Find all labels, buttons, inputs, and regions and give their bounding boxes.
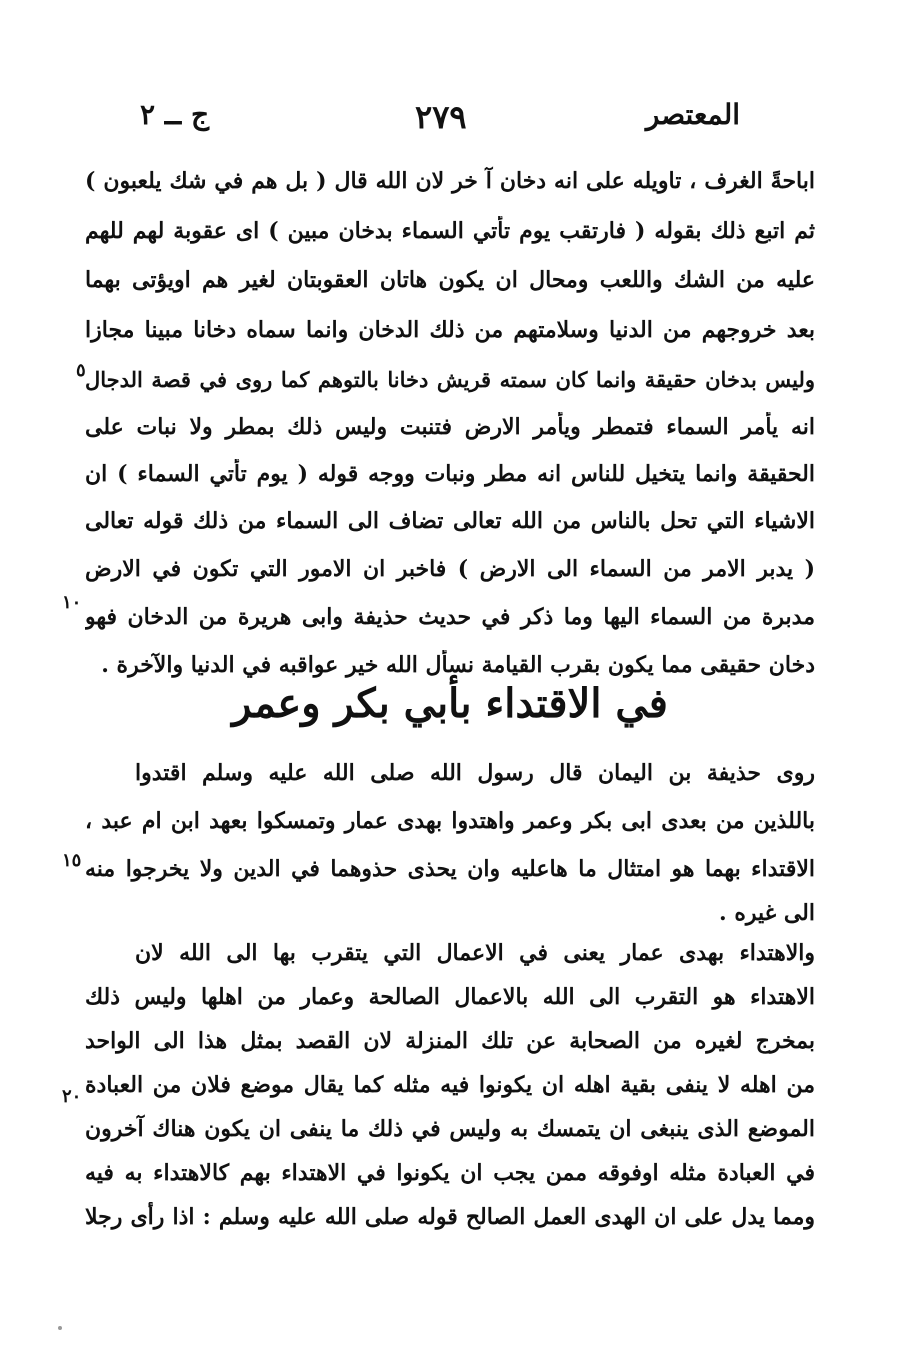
line-marker-5: ٥	[76, 360, 86, 381]
page-speck	[58, 1326, 62, 1330]
text-line: الاهتداء هو التقرب الى الله بالاعمال الصالحة وعمار من اهلها وليس ذلك	[85, 984, 815, 1010]
page-number: ٢٧٩	[415, 98, 467, 136]
text-line: الحقيقة وانما يتخيل للناس انه مطر ونبات ووجه قوله ( يوم تأتي السماء ) ان	[85, 460, 815, 487]
text-line: بعد خروجهم من الدنيا وسلامتهم من ذلك الدخان وانما سماه دخانا مبينا مجازا	[85, 316, 815, 343]
text-line: ومما يدل على ان الهدى العمل الصالح قوله صلى الله عليه وسلم : اذا رأى رجلا	[85, 1204, 815, 1230]
text-line: انه يأمر السماء فتمطر ويأمر الارض فتنبت وليس ذلك بمطر ولا نبات على	[85, 414, 815, 441]
volume-part: ج ــ ٢	[140, 98, 210, 131]
text-line: الى غيره .	[719, 900, 815, 926]
text-line: اباحةً الغرف ، تاويله على انه دخان آ خر لان الله قال ( بل هم في شك يلعبون )	[85, 168, 815, 194]
section-heading: في الاقتداء بأبي بكر وعمر	[232, 680, 668, 727]
text-line: الاشياء التي تحل بالناس من الله تعالى تضاف الى السماء من ذلك قوله تعالى	[85, 508, 815, 535]
running-title: المعتصر	[645, 98, 740, 131]
text-line: الاقتداء بهما هو امتثال ما هاعليه وان يحذى حذوهما في الدين ولا يخرجوا منه	[85, 856, 815, 882]
line-marker-15: ١٥	[62, 850, 82, 871]
text-line: والاهتداء بهدى عمار يعنى في الاعمال التي يتقرب بها الى الله لان	[135, 940, 815, 966]
page-header	[130, 98, 740, 148]
text-line: من اهله لا ينفى بقية اهله ان يكونوا فيه مثله كما يقال موضع فلان من العبادة	[85, 1072, 815, 1098]
text-line: روى حذيفة بن اليمان قال رسول الله صلى الله عليه وسلم اقتدوا	[135, 760, 815, 786]
text-line: باللذين من بعدى ابى بكر وعمر واهتدوا بهدى عمار وتمسكوا بعهد ابن ام عبد ،	[85, 808, 815, 834]
text-line: وليس بدخان حقيقة وانما كان سمته قريش دخانا بالتوهم كما روى في قصة الدجال	[85, 366, 815, 392]
text-line: ثم اتبع ذلك بقوله ( فارتقب يوم تأتي السماء بدخان مبين ) اى عقوبة لهم للهم	[85, 217, 815, 244]
text-line: ( يدبر الامر من السماء الى الارض ) فاخبر ان الامور التي تكون في الارض	[85, 556, 815, 583]
text-line: الموضع الذى ينبغى ان يتمسك به وليس في ذلك ما ينفى ان يكون هناك آخرون	[85, 1116, 815, 1142]
text-line: دخان حقيقى مما يكون بقرب القيامة نسأل الله خير عواقبه في الدنيا والآخرة .	[101, 652, 815, 678]
line-marker-10: ١٠	[62, 592, 82, 613]
text-line: في العبادة مثله اوفوقه ممن يجب ان يكونوا في الاهتداء بهم كالاهتداء به فيه	[85, 1160, 815, 1186]
text-line: بمخرج لغيره من الصحابة عن تلك المنزلة لان القصد بمثل هذا الى الواحد	[85, 1028, 815, 1054]
line-marker-20: ٢٠	[62, 1086, 82, 1107]
text-line: عليه من الشك واللعب ومحال ان يكون هاتان العقوبتان لغير هم اويؤتى بهما	[85, 267, 815, 294]
text-line: مدبرة من السماء اليها وما ذكر في حديث حذيفة وابى هريرة من الدخان فهو	[85, 604, 815, 631]
